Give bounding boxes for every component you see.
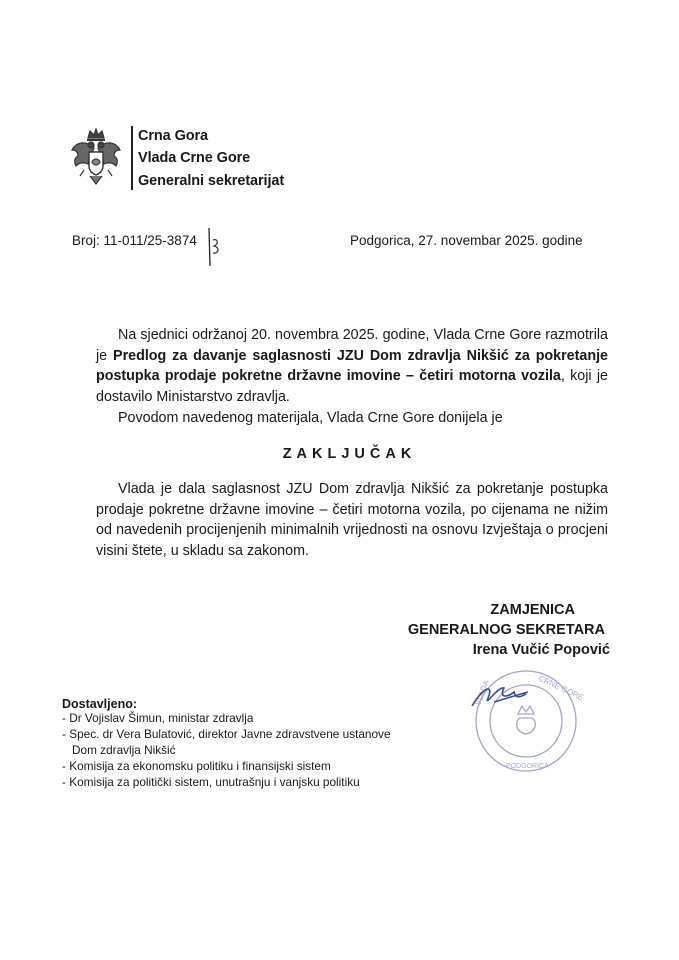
signature-title-line2: GENERALNOG SEKRETARA [407,622,605,638]
reference-number: Broj: 11-011/25-3874 [72,233,197,248]
svg-text:VLADA: VLADA [473,678,491,707]
document-date: Podgorica, 27. novembar 2025. godine [350,233,583,248]
distribution-item: Dom zdravlja Nikšić [72,743,176,757]
header-country: Crna Gora [138,128,209,144]
handwritten-mark-icon [206,226,222,268]
signature-title-line1: ZAMJENICA [490,602,575,618]
conclusion-heading: ZAKLJUČAK [282,446,417,462]
paragraph-conclusion: Vlada je dala saglasnost JZU Dom zdravlja Nikšić za pokretanje postupka prodaje pokretne državne imovine – četiri motorna vozila, po cijenama ne nižim od navedenih procijenjenih minimalnih vrijednosti na osnovu Izvještaja o procjeni visini štete, u skladu sa zakonom. [96,481,608,559]
svg-text:CRNE GORE: CRNE GORE [537,673,585,703]
distribution-item: - Komisija za ekonomsku politiku i finansijski sistem [62,759,331,773]
distribution-item: - Dr Vojislav Šimun, ministar zdravlja [62,711,254,725]
signature-name: Irena Vučić Popović [472,642,610,658]
paragraph-decision-lead: Povodom navedenog materijala, Vlada Crne Gore donijela je [118,410,503,426]
header-government: Vlada Crne Gore [138,150,251,166]
proposal-title: Predlog za davanje saglasnosti JZU Dom zdravlja Nikšić za pokretanje postupka prodaje pokretne državne imovine – četiri motorna vozila [96,347,608,384]
paragraph-intro: Na sjednici održanoj 20. novembra 2025. godine, Vlada Crne Gore razmotrila je Predlog za davanje saglasnosti JZU Dom zdravlja Nikšić za pokretanje postupka prodaje pokretne državne imovine – četiri motorna vozila, koji je dostavilo Ministarstvo zdravlja. [96,327,608,405]
svg-text:PODGORICA: PODGORICA [506,763,549,770]
distribution-title: Dostavljeno: [62,697,138,711]
distribution-item: - Komisija za politički sistem, unutrašnju i vanjsku politiku [62,775,360,789]
header-divider [131,126,133,190]
coat-of-arms-icon [70,128,122,186]
official-stamp-icon [454,666,589,776]
header-secretariat: Generalni sekretarijat [138,173,285,189]
distribution-item: - Spec. dr Vera Bulatović, direktor Javne zdravstvene ustanove [62,727,391,741]
